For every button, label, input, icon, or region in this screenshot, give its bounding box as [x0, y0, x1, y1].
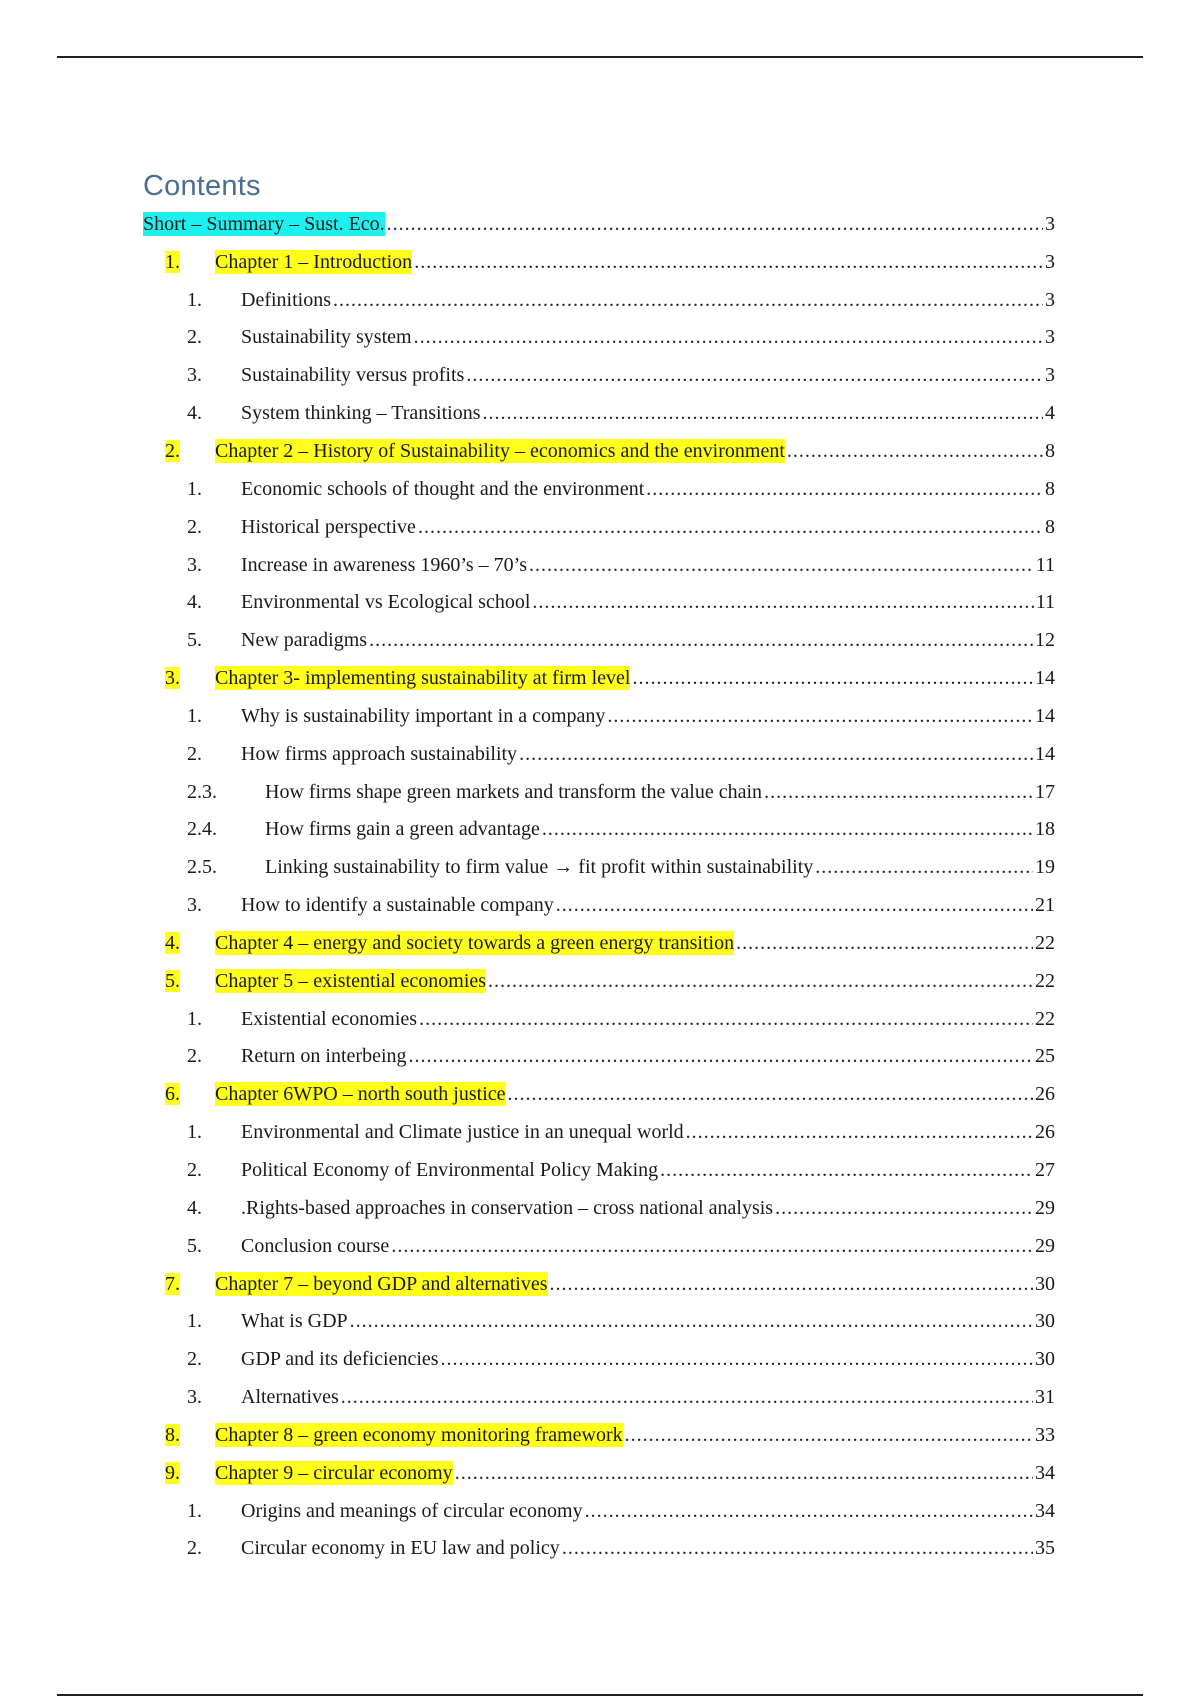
toc-entry-number: 3. [187, 364, 202, 387]
toc-entry-number: 1. [187, 1007, 202, 1030]
toc-entry[interactable] [143, 735, 1055, 773]
toc-entry[interactable] [143, 1151, 1055, 1189]
toc-entry-page-number: 34 [1035, 1499, 1055, 1522]
toc-entry-label: How firms gain a green advantage [265, 818, 540, 841]
toc-entry-page-number: 26 [1035, 1121, 1055, 1144]
toc-entry-number: 3. [165, 667, 180, 690]
toc-entry-page-number: 21 [1035, 894, 1055, 917]
toc-entry[interactable] [143, 1454, 1055, 1492]
toc-entry[interactable] [143, 356, 1055, 394]
toc-entry-page-number: 11 [1035, 591, 1055, 614]
toc-entry-label: Sustainability versus profits [241, 364, 465, 387]
toc-entry-number: 2.4. [187, 818, 217, 841]
toc-entry-number: 2. [187, 326, 202, 349]
dot-leader [341, 1385, 1033, 1409]
toc-entry[interactable] [143, 205, 1055, 243]
toc-entry-label: Chapter 4 – energy and society towards a green energy transition [215, 931, 735, 954]
toc-entry-number: 2. [187, 1537, 202, 1560]
toc-entry-label: Chapter 6WPO – north south justice [215, 1083, 506, 1106]
toc-entry-page-number: 33 [1035, 1423, 1055, 1446]
dot-leader [488, 969, 1033, 993]
toc-entry-label: Chapter 3- implementing sustainability at firm level [215, 667, 631, 690]
toc-entry-page-number: 19 [1035, 856, 1055, 879]
toc-entry-label: Circular economy in EU law and policy [241, 1537, 560, 1560]
toc-entry-label: Existential economies [241, 1007, 418, 1030]
toc-entry-page-number: 30 [1035, 1348, 1055, 1371]
toc-entry[interactable] [143, 1075, 1055, 1113]
toc-entry-label: How firms shape green markets and transform the value chain [265, 780, 763, 803]
toc-entry-page-number: 3 [1045, 326, 1055, 349]
toc-entry-page-number: 11 [1035, 553, 1055, 576]
toc-entry-label: Economic schools of thought and the environment [241, 477, 645, 500]
toc-entry-page-number: 26 [1035, 1083, 1055, 1106]
toc-entry-page-number: 14 [1035, 742, 1055, 765]
toc-entry-page-number: 3 [1045, 212, 1055, 235]
toc-entry-page-number: 35 [1035, 1537, 1055, 1560]
toc-entry-page-number: 4 [1045, 402, 1055, 425]
toc-entry[interactable] [143, 583, 1055, 621]
toc-entry-number: 1. [187, 704, 202, 727]
toc-entry[interactable] [143, 1492, 1055, 1530]
toc-entry-number: 2. [187, 1159, 202, 1182]
dot-leader [532, 590, 1033, 614]
toc-entry-label: System thinking – Transitions [241, 402, 481, 425]
toc-entry-label: Linking sustainability to firm value → fit profit within sustainability [265, 856, 814, 879]
dot-leader [409, 1044, 1033, 1068]
toc-entry[interactable] [143, 508, 1055, 546]
toc-entry[interactable] [143, 243, 1055, 281]
toc-entry-number: 5. [187, 629, 202, 652]
toc-entry-page-number: 25 [1035, 1045, 1055, 1068]
toc-entry-label: Alternatives [241, 1386, 339, 1409]
toc-entry-label: What is GDP [241, 1310, 348, 1333]
toc-entry-label: Increase in awareness 1960’s – 70’s [241, 553, 528, 576]
toc-entry-page-number: 17 [1035, 780, 1055, 803]
toc-entry-number: 4. [187, 591, 202, 614]
dot-leader [391, 1234, 1033, 1258]
toc-entry-label: Short – Summary – Sust. Eco. [143, 212, 385, 235]
toc-entry-number: 4. [187, 1196, 202, 1219]
dot-leader [519, 742, 1033, 766]
dot-leader [562, 1536, 1033, 1560]
toc-entry[interactable] [143, 924, 1055, 962]
toc-entry[interactable] [143, 659, 1055, 697]
toc-entry[interactable] [143, 1530, 1055, 1568]
toc-entry-number: 7. [165, 1272, 180, 1295]
toc-entry[interactable] [143, 962, 1055, 1000]
dot-leader [419, 1007, 1033, 1031]
toc-entry-page-number: 8 [1045, 477, 1055, 500]
footer-rule [57, 1694, 1143, 1696]
toc-entry-number: 9. [165, 1461, 180, 1484]
dot-leader [387, 212, 1043, 236]
toc-entry-page-number: 30 [1035, 1272, 1055, 1295]
toc-entry-page-number: 29 [1035, 1234, 1055, 1257]
toc-entry[interactable] [143, 1265, 1055, 1303]
dot-leader [418, 515, 1043, 539]
toc-entry[interactable] [143, 546, 1055, 584]
dot-leader [369, 628, 1033, 652]
dot-leader [414, 250, 1043, 274]
toc-entry-number: 2.5. [187, 856, 217, 879]
toc-entry-page-number: 3 [1045, 364, 1055, 387]
toc-entry-label: Environmental and Climate justice in an unequal world [241, 1121, 684, 1144]
toc-entry-page-number: 14 [1035, 704, 1055, 727]
toc-entry-number: 6. [165, 1083, 180, 1106]
toc-entry[interactable] [143, 621, 1055, 659]
toc-entry-label: Why is sustainability important in a company [241, 704, 606, 727]
toc-entry[interactable] [143, 848, 1055, 886]
toc-entry-number: 1. [187, 1310, 202, 1333]
toc-entry-number: 4. [165, 931, 180, 954]
dot-leader [350, 1309, 1033, 1333]
toc-entry-number: 2. [165, 439, 180, 462]
toc-entry-label: Chapter 2 – History of Sustainability – economics and the environment [215, 439, 785, 462]
toc-entry-label: Chapter 1 – Introduction [215, 250, 413, 273]
dot-leader [455, 1461, 1033, 1485]
toc-entry-label: Chapter 9 – circular economy [215, 1461, 453, 1484]
toc-entry-page-number: 8 [1045, 439, 1055, 462]
toc-entry[interactable] [143, 432, 1055, 470]
toc-entry[interactable] [143, 1416, 1055, 1454]
toc-entry[interactable] [143, 1189, 1055, 1227]
toc-entry-page-number: 3 [1045, 250, 1055, 273]
toc-entry-number: 1. [187, 477, 202, 500]
dot-leader [441, 1347, 1033, 1371]
toc-entry-number: 2.3. [187, 780, 217, 803]
dot-leader [646, 477, 1043, 501]
toc-entry-label: Environmental vs Ecological school [241, 591, 531, 614]
toc-entry[interactable] [143, 1340, 1055, 1378]
dot-leader [686, 1120, 1033, 1144]
table-of-contents [143, 205, 1055, 1567]
toc-entry-number: 3. [187, 553, 202, 576]
toc-entry-number: 2. [187, 515, 202, 538]
toc-entry[interactable] [143, 281, 1055, 319]
toc-entry-label: Definitions [241, 288, 331, 311]
toc-entry-label: How firms approach sustainability [241, 742, 518, 765]
toc-entry-page-number: 18 [1035, 818, 1055, 841]
dot-leader [550, 1272, 1033, 1296]
toc-entry-number: 2. [187, 1348, 202, 1371]
toc-entry[interactable] [143, 697, 1055, 735]
toc-entry[interactable] [143, 1378, 1055, 1416]
toc-entry-label: Chapter 8 – green economy monitoring framework [215, 1423, 623, 1446]
toc-entry[interactable] [143, 1000, 1055, 1038]
dot-leader [660, 1158, 1033, 1182]
dot-leader [414, 325, 1043, 349]
toc-entry-number: 8. [165, 1423, 180, 1446]
toc-entry-page-number: 29 [1035, 1196, 1055, 1219]
dot-leader [508, 1082, 1033, 1106]
toc-entry-number: 2. [187, 1045, 202, 1068]
toc-entry-page-number: 12 [1035, 629, 1055, 652]
toc-entry-number: 1. [187, 1499, 202, 1522]
toc-entry[interactable] [143, 1227, 1055, 1265]
toc-entry[interactable] [143, 470, 1055, 508]
dot-leader [542, 817, 1033, 841]
dot-leader [625, 1423, 1033, 1447]
toc-entry-label: Origins and meanings of circular economy [241, 1499, 583, 1522]
toc-entry-number: 2. [187, 742, 202, 765]
toc-entry[interactable] [143, 773, 1055, 811]
dot-leader [556, 893, 1033, 917]
header-rule [57, 56, 1143, 58]
dot-leader [787, 439, 1043, 463]
toc-entry-label: Return on interbeing [241, 1045, 407, 1068]
dot-leader [736, 931, 1033, 955]
toc-entry-label: GDP and its deficiencies [241, 1348, 439, 1371]
toc-entry-label: Chapter 7 – beyond GDP and alternatives [215, 1272, 548, 1295]
dot-leader [632, 666, 1033, 690]
toc-entry[interactable] [143, 394, 1055, 432]
toc-entry-label: .Rights-based approaches in conservation – cross national analysis [241, 1196, 774, 1219]
toc-entry[interactable] [143, 1038, 1055, 1076]
dot-leader [607, 704, 1033, 728]
toc-entry-number: 5. [165, 969, 180, 992]
dot-leader [529, 553, 1034, 577]
dot-leader [815, 855, 1033, 879]
toc-entry-page-number: 34 [1035, 1461, 1055, 1484]
toc-entry-label: How to identify a sustainable company [241, 894, 554, 917]
dot-leader [775, 1196, 1033, 1220]
toc-entry-page-number: 22 [1035, 1007, 1055, 1030]
toc-entry[interactable] [143, 319, 1055, 357]
toc-entry-label: Sustainability system [241, 326, 412, 349]
dot-leader [483, 401, 1044, 425]
toc-entry-page-number: 22 [1035, 969, 1055, 992]
toc-entry[interactable] [143, 1113, 1055, 1151]
toc-entry-number: 1. [165, 250, 180, 273]
toc-entry-label: Political Economy of Environmental Policy Making [241, 1159, 659, 1182]
toc-entry-page-number: 31 [1035, 1386, 1055, 1409]
toc-entry-label: Conclusion course [241, 1234, 390, 1257]
toc-entry[interactable] [143, 886, 1055, 924]
toc-entry-page-number: 14 [1035, 667, 1055, 690]
toc-entry-page-number: 27 [1035, 1159, 1055, 1182]
toc-entry-page-number: 30 [1035, 1310, 1055, 1333]
toc-entry-number: 1. [187, 1121, 202, 1144]
toc-entry-number: 3. [187, 1386, 202, 1409]
dot-leader [585, 1499, 1033, 1523]
toc-entry-number: 1. [187, 288, 202, 311]
toc-entry-number: 4. [187, 402, 202, 425]
dot-leader [333, 288, 1043, 312]
toc-entry-page-number: 22 [1035, 931, 1055, 954]
toc-entry-label: New paradigms [241, 629, 368, 652]
dot-leader [764, 780, 1033, 804]
dot-leader [466, 363, 1043, 387]
toc-entry-page-number: 8 [1045, 515, 1055, 538]
toc-entry-label: Historical perspective [241, 515, 416, 538]
toc-entry-page-number: 3 [1045, 288, 1055, 311]
toc-entry-number: 5. [187, 1234, 202, 1257]
toc-entry-label: Chapter 5 – existential economies [215, 969, 487, 992]
toc-entry-number: 3. [187, 894, 202, 917]
toc-entry[interactable] [143, 1302, 1055, 1340]
toc-entry[interactable] [143, 811, 1055, 849]
toc-title: Contents [143, 170, 261, 202]
